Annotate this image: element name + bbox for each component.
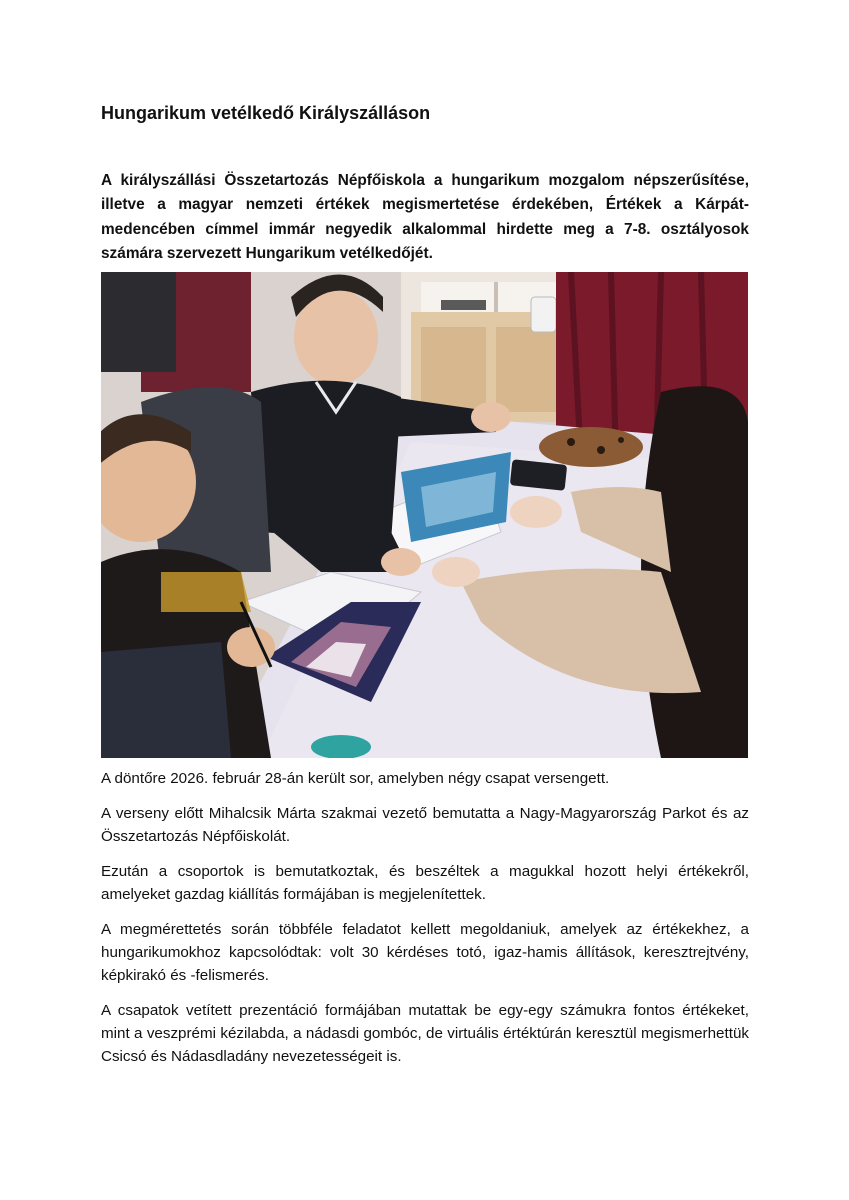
students-at-table-illustration — [101, 272, 748, 758]
paragraph-2: A verseny előtt Mihalcsik Márta szakmai vezető bemutatta a Nagy-Magyarország Parkot és az Összetartozás Népfőiskolát. — [101, 805, 749, 846]
paragraph-1: A döntőre 2026. február 28-án került sor, amelyben négy csapat versengett. — [101, 770, 610, 787]
paragraph-4: A megmérettetés során többféle feladatot kellett megoldaniuk, amelyek az értékekhez, a hungarikumokhoz kapcsolódtak: volt 30 kérdéses totó, igaz-hamis állítások, keresztrejtvény, képkirakó és -felismerés. — [101, 921, 749, 985]
paragraph-3: Ezután a csoportok is bemutatkoztak, és beszéltek a magukkal hozott helyi értékekről, amelyeket gazdag kiállítás formájában is megjelenítettek. — [101, 863, 749, 904]
article-body — [101, 768, 749, 1081]
paragraph-5: A csapatok vetített prezentáció formájában mutattak be egy-egy számukra fontos értékeket, mint a veszprémi kézilabda, a nádasdi gombóc, de virtuális értéktúrán keresztül megismerhettük Csicsó és Nádasdladány nevezetességeit is. — [101, 1002, 749, 1065]
article-photo — [101, 272, 748, 758]
article-title: Hungarikum vetélkedő Királyszálláson — [101, 103, 431, 123]
article-lead: A királyszállási Összetartozás Népfőiskola a hungarikum mozgalom népszerűsítése, illetve a magyar nemzeti értékek megismertetése érdekében, Értékek a Kárpát-medencében címmel immár negyedik alkalommal hirdette meg a 7-8. osztályosok számára szervezett Hungarikum vetélkedőjét. — [101, 172, 749, 263]
